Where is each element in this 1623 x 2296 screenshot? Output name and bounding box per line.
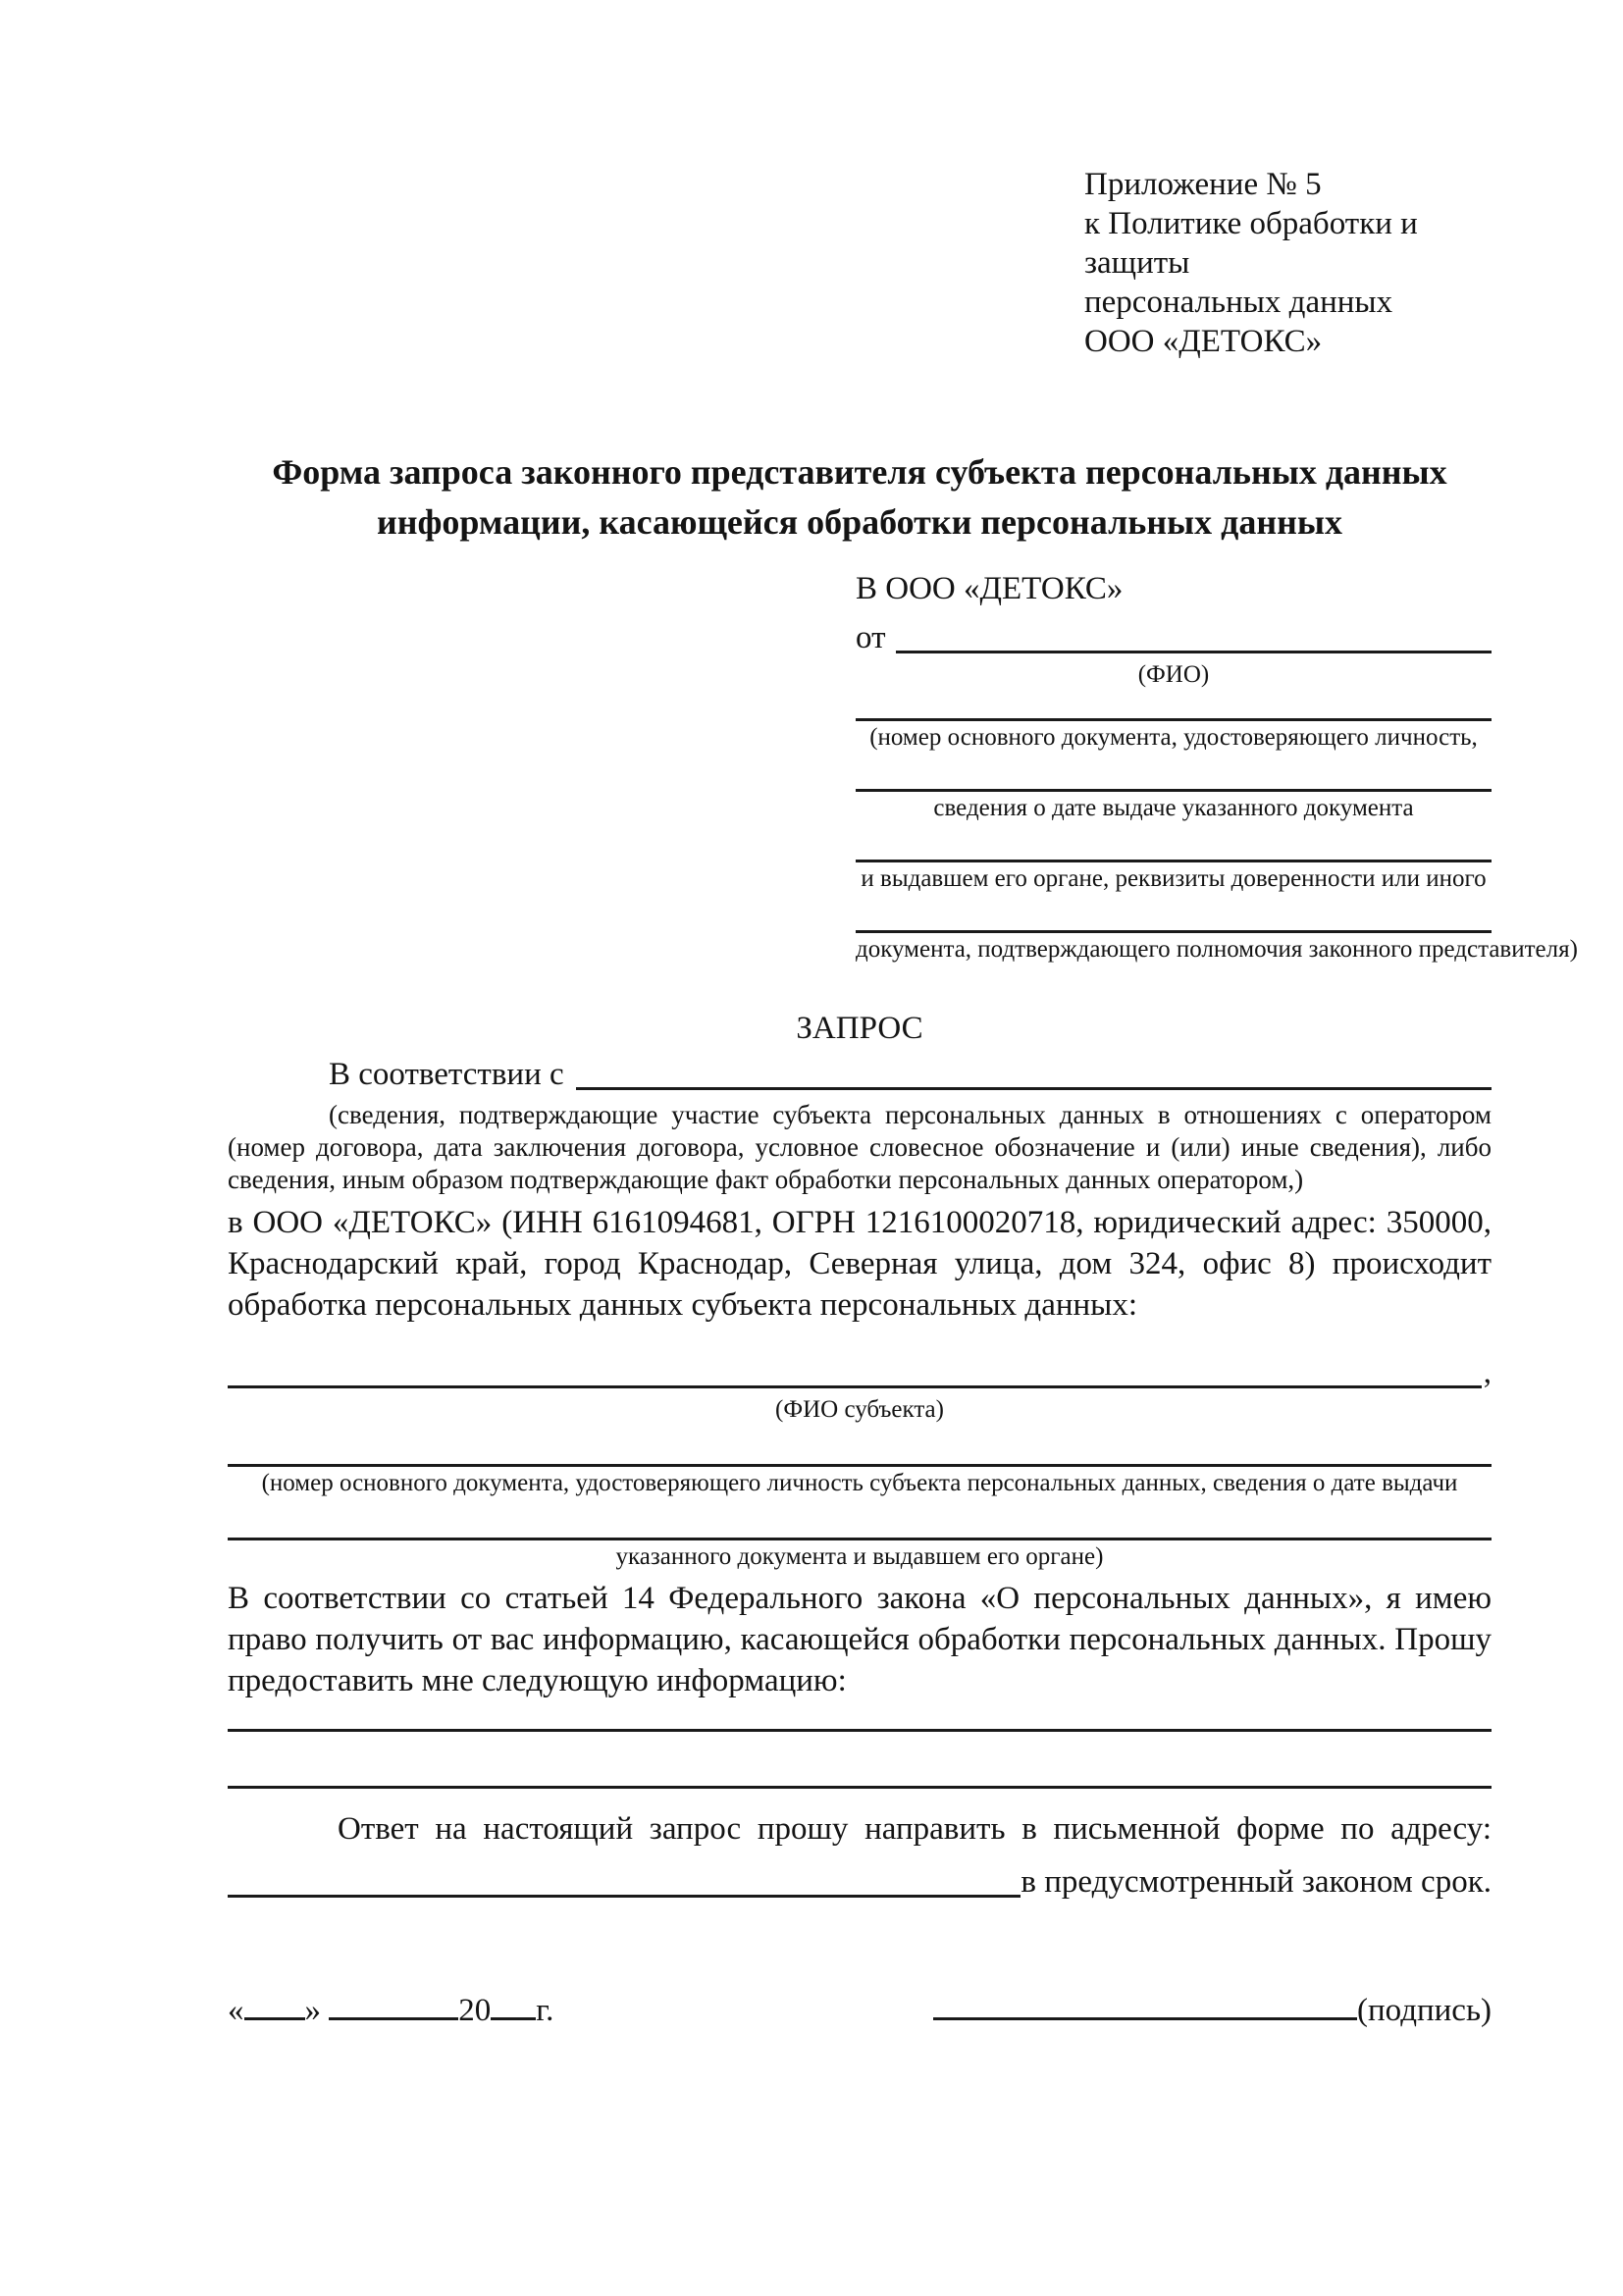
appendix-header-line: ООО «ДЕТОКС» (1084, 324, 1323, 359)
reply-address-row (228, 1861, 1492, 1903)
issue-date-input-line[interactable] (856, 789, 1492, 792)
authority-doc-caption: документа, подтверждающего полномочия законного представителя) (856, 936, 1578, 963)
law-paragraph: В соответствии со статьей 14 Федерального закона «О персональных данных», я имею право получить от вас информацию, касающейся обработки персональных данных. Прошу предоставить мне следующую информацию: (228, 1581, 1492, 1698)
issuer-caption: и выдавшем его органе, реквизиты доверенности или иного (861, 865, 1487, 892)
subject-doc-issuer-input-line[interactable] (228, 1538, 1492, 1540)
authority-doc-input-line[interactable] (856, 930, 1492, 933)
year-suffix: г. (536, 1993, 554, 2028)
signature-caption: (подпись) (1357, 1993, 1492, 2028)
reply-lead: Ответ на настоящий запрос прошу направить в письменной форме по адресу: (338, 1811, 1492, 1847)
subject-fio-caption: (ФИО субъекта) (775, 1396, 944, 1423)
subject-doc-caption-2: указанного документа и выдавшем его органе) (615, 1543, 1104, 1570)
appendix-header-line: к Политике обработки и защиты (1084, 206, 1418, 281)
intro-row (228, 1055, 1492, 1095)
day-open-quote: « (228, 1993, 244, 2028)
request-heading: ЗАПРОС (796, 1011, 923, 1046)
reply-tail: в предусмотренный законом срок. (1021, 1864, 1492, 1900)
month-input-line[interactable] (329, 2017, 458, 2020)
signature-input-line[interactable] (933, 2017, 1357, 2020)
id-doc-input-line[interactable] (856, 718, 1492, 721)
signature-field (933, 1991, 1492, 2031)
issue-date-caption: сведения о дате выдаче указанного документа (933, 795, 1414, 821)
day-input-line[interactable] (244, 2017, 305, 2020)
subject-doc-caption-1: (номер основного документа, удостоверяющего личность субъекта персональных данных, сведения о дате выдачи (261, 1470, 1458, 1496)
from-label: от (856, 620, 886, 655)
day-close-quote: » (304, 1993, 321, 2028)
date-field (228, 1991, 553, 2031)
signature-row (228, 1991, 1492, 2031)
addressee-block (856, 569, 1578, 965)
issuer-input-line[interactable] (856, 860, 1492, 862)
form-title: Форма запроса законного представителя субъекта персональных данных информации, касающейся обработки персональных данных (272, 452, 1447, 542)
appendix-header-line: Приложение № 5 (1084, 167, 1322, 202)
trailing-comma: , (1483, 1355, 1492, 1390)
info-request-input-line-2[interactable] (228, 1786, 1492, 1789)
from-row (856, 618, 1492, 658)
operator-paragraph: в ООО «ДЕТОКС» (ИНН 6161094681, ОГРН 1216100020718, юридический адрес: 350000, Краснодарский край, город Краснодар, Северная улица, дом 324, офис 8) происходит обработка персональных данных субъекта персональных данных: (228, 1205, 1492, 1323)
subject-doc-input-line[interactable] (228, 1464, 1492, 1467)
id-doc-caption: (номер основного документа, удостоверяющего личность, (869, 724, 1478, 751)
reply-address-input-line[interactable] (228, 1895, 1021, 1898)
subject-fio-row (228, 1353, 1492, 1393)
year-input-line[interactable] (491, 2017, 536, 2020)
intro-lead: В соответствии с (329, 1057, 564, 1092)
addressee-to: В ООО «ДЕТОКС» (856, 571, 1124, 606)
appendix-header (1084, 165, 1492, 361)
info-request-input-line-1[interactable] (228, 1729, 1492, 1732)
appendix-header-line: персональных данных (1084, 285, 1393, 320)
year-prefix: 20 (458, 1993, 492, 2028)
relation-note: (сведения, подтверждающие участие субъекта персональных данных в отношениях с оператором (номер договора, дата заключения договора, условное словесное обозначение и (или) иные сведения), либо сведения, иным образом подтверждающие факт обработки персональных данных оператором,) (228, 1100, 1492, 1194)
fio-input-line[interactable] (896, 651, 1492, 653)
relation-input-line[interactable] (576, 1087, 1492, 1090)
subject-fio-input-line[interactable] (228, 1385, 1482, 1388)
fio-caption: (ФИО) (1137, 661, 1210, 688)
